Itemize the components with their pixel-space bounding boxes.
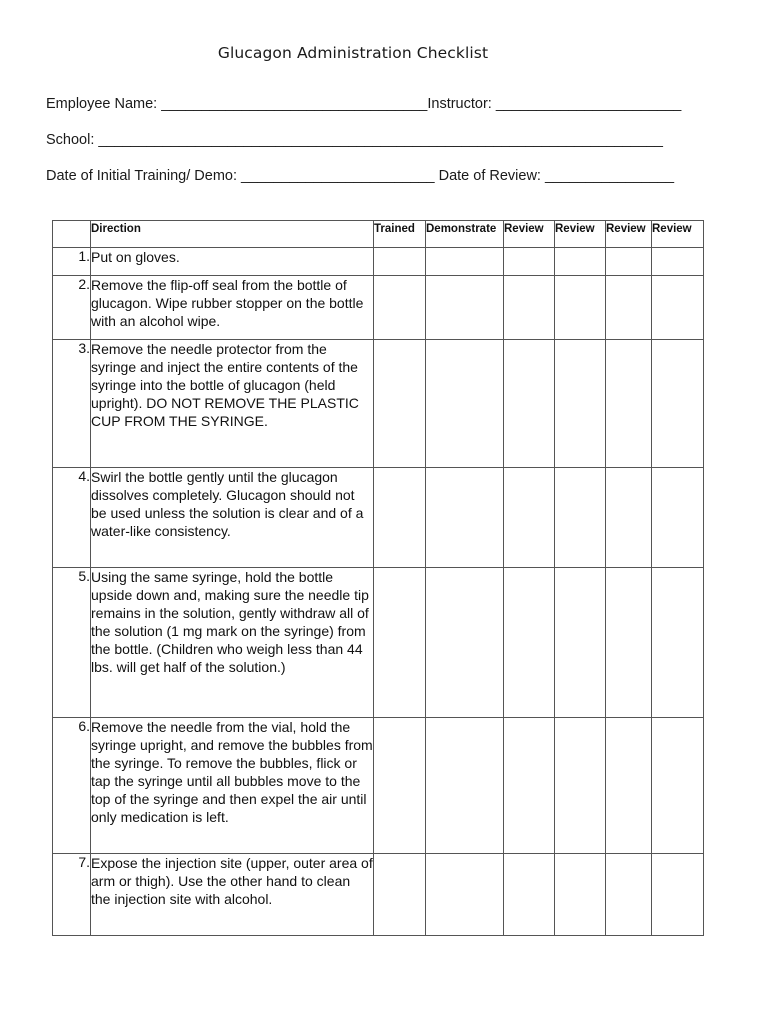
demonstrate-header: Demonstrate: [426, 221, 504, 248]
trained-cell[interactable]: [374, 568, 426, 718]
step-number: 5.: [53, 568, 91, 718]
review-cell[interactable]: [606, 248, 652, 276]
step-number: 4.: [53, 468, 91, 568]
table-row: [53, 568, 704, 718]
review-header-3: Review: [606, 221, 652, 248]
checklist-table: [52, 220, 704, 936]
trained-cell[interactable]: [374, 854, 426, 936]
step-direction: Using the same syringe, hold the bottle upside down and, making sure the needle tip remains in the solution, gently withdraw all of the solution (1 mg mark on the syringe) from the bottle. (Children who weigh less than 44 lbs. will get half of the solution.): [91, 568, 374, 718]
trained-header: Trained: [374, 221, 426, 248]
review-cell[interactable]: [555, 248, 606, 276]
step-direction: Remove the needle protector from the syringe and inject the entire contents of the syringe into the bottle of glucagon (held upright). DO NOT REMOVE THE PLASTIC CUP FROM THE SYRINGE.: [91, 340, 374, 468]
review-cell[interactable]: [555, 340, 606, 468]
number-header: [53, 221, 91, 248]
trained-cell[interactable]: [374, 276, 426, 340]
review-cell[interactable]: [504, 568, 555, 718]
trained-cell[interactable]: [374, 248, 426, 276]
table-row: [53, 248, 704, 276]
review-cell[interactable]: [652, 340, 704, 468]
demonstrate-cell[interactable]: [426, 718, 504, 854]
step-number: 7.: [53, 854, 91, 936]
step-number: 6.: [53, 718, 91, 854]
training-review-date-line: Date of Initial Training/ Demo: ________________________ Date of Review: ________________: [46, 168, 675, 184]
review-cell[interactable]: [555, 718, 606, 854]
review-cell[interactable]: [504, 340, 555, 468]
page-title: Glucagon Administration Checklist: [217, 44, 489, 62]
step-number: 1.: [53, 248, 91, 276]
demonstrate-cell[interactable]: [426, 340, 504, 468]
review-cell[interactable]: [652, 854, 704, 936]
table-row: [53, 340, 704, 468]
review-cell[interactable]: [504, 468, 555, 568]
review-cell[interactable]: [606, 276, 652, 340]
trained-cell[interactable]: [374, 468, 426, 568]
review-cell[interactable]: [504, 718, 555, 854]
header-row: [53, 221, 704, 248]
step-direction: Put on gloves.: [91, 248, 374, 276]
review-cell[interactable]: [606, 568, 652, 718]
school-line: School: ______________________________________________________________________: [46, 132, 663, 148]
step-number: 3.: [53, 340, 91, 468]
review-header-1: Review: [504, 221, 555, 248]
step-number: 2.: [53, 276, 91, 340]
review-cell[interactable]: [555, 854, 606, 936]
review-header-4: Review: [652, 221, 704, 248]
employee-instructor-line: Employee Name: _________________________________Instructor: _______________________: [46, 96, 682, 112]
step-direction: Expose the injection site (upper, outer area of arm or thigh). Use the other hand to clean the injection site with alcohol.: [91, 854, 374, 936]
review-cell[interactable]: [606, 854, 652, 936]
review-cell[interactable]: [504, 248, 555, 276]
review-cell[interactable]: [504, 854, 555, 936]
demonstrate-cell[interactable]: [426, 854, 504, 936]
trained-cell[interactable]: [374, 718, 426, 854]
review-cell[interactable]: [606, 340, 652, 468]
demonstrate-cell[interactable]: [426, 468, 504, 568]
review-header-2: Review: [555, 221, 606, 248]
review-cell[interactable]: [652, 718, 704, 854]
trained-cell[interactable]: [374, 340, 426, 468]
review-cell[interactable]: [652, 568, 704, 718]
review-cell[interactable]: [555, 276, 606, 340]
review-cell[interactable]: [606, 718, 652, 854]
review-cell[interactable]: [504, 276, 555, 340]
review-cell[interactable]: [606, 468, 652, 568]
table-row: [53, 276, 704, 340]
review-cell[interactable]: [652, 276, 704, 340]
step-direction: Remove the needle from the vial, hold the syringe upright, and remove the bubbles from the syringe. To remove the bubbles, flick or tap the syringe until all bubbles move to the top of the syringe and then expel the air until only medication is left.: [91, 718, 374, 854]
review-cell[interactable]: [555, 468, 606, 568]
review-cell[interactable]: [652, 248, 704, 276]
review-cell[interactable]: [555, 568, 606, 718]
table-row: [53, 854, 704, 936]
review-cell[interactable]: [652, 468, 704, 568]
table-row: [53, 468, 704, 568]
demonstrate-cell[interactable]: [426, 276, 504, 340]
step-direction: Remove the flip-off seal from the bottle of glucagon. Wipe rubber stopper on the bottle with an alcohol wipe.: [91, 276, 374, 340]
step-direction: Swirl the bottle gently until the glucagon dissolves completely. Glucagon should not be used unless the solution is clear and of a water-like consistency.: [91, 468, 374, 568]
direction-header: Direction: [91, 221, 374, 248]
demonstrate-cell[interactable]: [426, 248, 504, 276]
table-row: [53, 718, 704, 854]
demonstrate-cell[interactable]: [426, 568, 504, 718]
